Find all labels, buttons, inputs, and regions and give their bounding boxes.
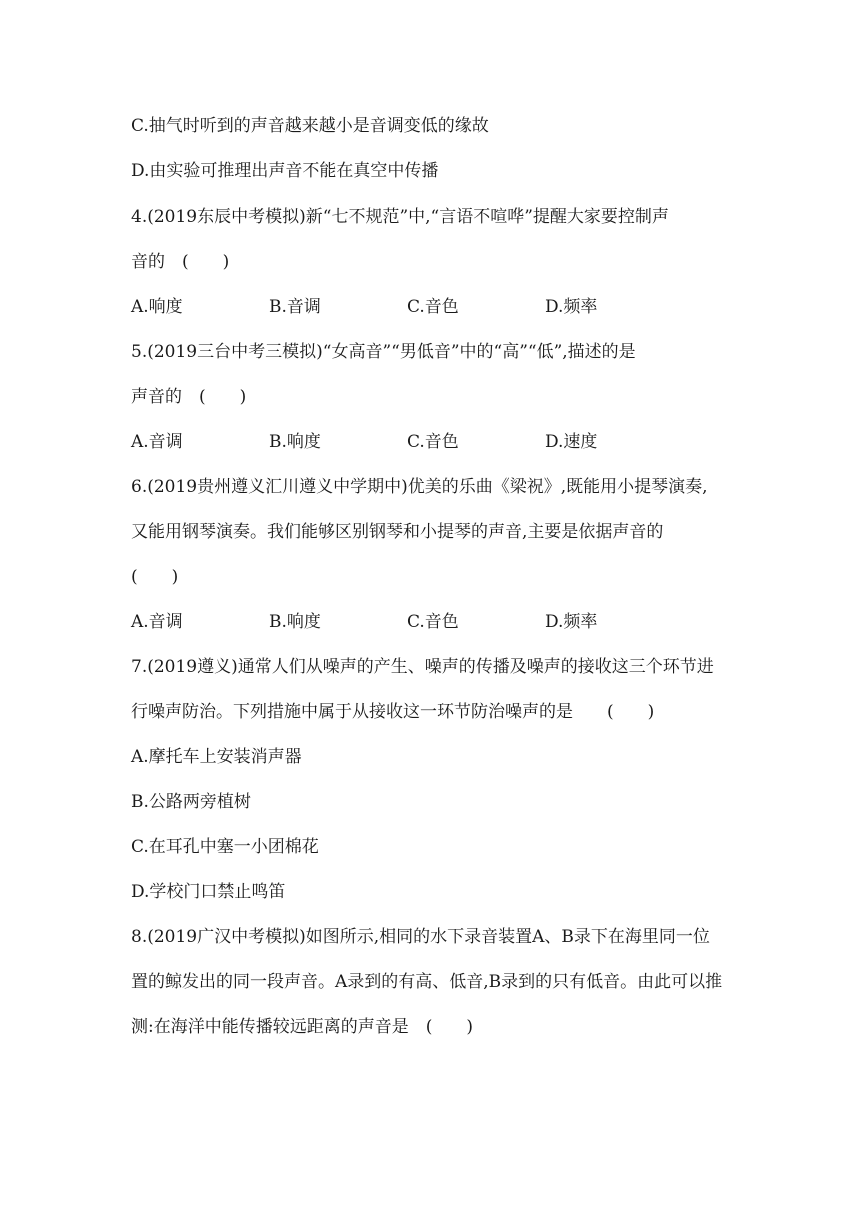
q6-stem-line1: 6.(2019贵州遵义汇川遵义中学期中)优美的乐曲《梁祝》,既能用小提琴演奏, (131, 477, 708, 497)
q7-stem-line2: 行噪声防治。下列措施中属于从接收这一环节防治噪声的是 ( ) (131, 702, 655, 722)
q5-option-c: C.音色 (407, 432, 459, 452)
q5-stem-line1: 5.(2019三台中考三模拟)“女高音”“男低音”中的“高”“低”,描述的是 (131, 342, 636, 362)
q4-option-b: B.音调 (269, 297, 321, 317)
q3-option-d: D.由实验可推理出声音不能在真空中传播 (131, 161, 439, 181)
q7-option-b: B.公路两旁植树 (131, 792, 251, 812)
q5-stem-line2: 声音的 ( ) (131, 387, 247, 407)
q7-option-a: A.摩托车上安装消声器 (131, 747, 302, 767)
q6-option-b: B.响度 (269, 612, 321, 632)
q5-option-d: D.速度 (545, 432, 598, 452)
q6-stem-line3: ( ) (131, 567, 179, 587)
q4-option-a: A.响度 (131, 297, 183, 317)
q6-option-c: C.音色 (407, 612, 459, 632)
q7-stem-line1: 7.(2019遵义)通常人们从噪声的产生、噪声的传播及噪声的接收这三个环节进 (131, 657, 714, 677)
q4-stem-line1: 4.(2019东辰中考模拟)新“七不规范”中,“言语不喧哗”提醒大家要控制声 (131, 207, 669, 227)
q8-stem-line2: 置的鲸发出的同一段声音。A录到的有高、低音,B录到的只有低音。由此可以推 (131, 972, 723, 992)
q4-option-c: C.音色 (407, 297, 459, 317)
q5-option-a: A.音调 (131, 432, 183, 452)
q6-option-a: A.音调 (131, 612, 183, 632)
q4-stem-line2: 音的 ( ) (131, 252, 230, 272)
q7-option-c: C.在耳孔中塞一小团棉花 (131, 837, 319, 857)
q6-stem-line2: 又能用钢琴演奏。我们能够区别钢琴和小提琴的声音,主要是依据声音的 (131, 522, 664, 542)
q8-stem-line3: 测:在海洋中能传播较远距离的声音是 ( ) (131, 1017, 473, 1037)
q5-option-b: B.响度 (269, 432, 321, 452)
q8-stem-line1: 8.(2019广汉中考模拟)如图所示,相同的水下录音装置A、B录下在海里同一位 (131, 927, 710, 947)
q3-option-c: C.抽气时听到的声音越来越小是音调变低的缘故 (131, 116, 489, 136)
q7-option-d: D.学校门口禁止鸣笛 (131, 882, 286, 902)
q4-option-d: D.频率 (545, 297, 598, 317)
q6-option-d: D.频率 (545, 612, 598, 632)
